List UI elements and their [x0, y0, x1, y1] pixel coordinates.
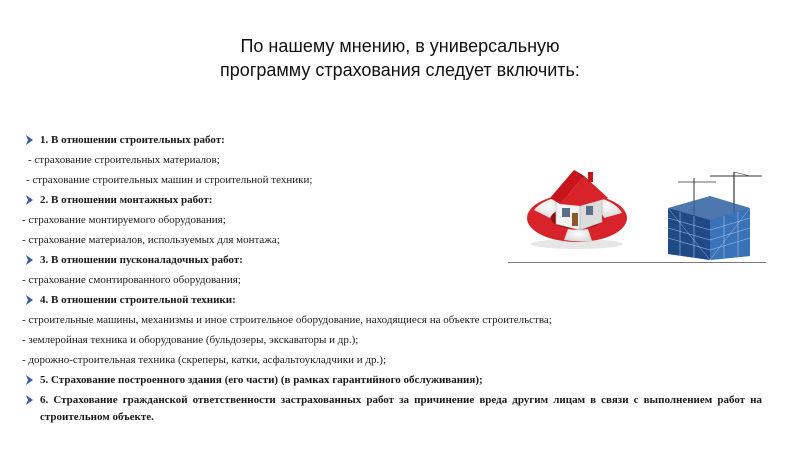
image-divider-line: [508, 262, 766, 263]
list-item-text: - дорожно-строительная техника (скреперы, катки, асфальтоукладчики и др.);: [22, 354, 386, 366]
list-item-text: 4. В отношении строительной техники:: [40, 294, 236, 306]
list-item-text: - землеройная техника и оборудование (бульдозеры, экскаваторы и др.);: [22, 334, 359, 346]
list-item-text: - страхование материалов, используемых для монтажа;: [22, 234, 280, 246]
list-item: [22, 350, 762, 370]
list-item-head: [22, 290, 762, 310]
arrow-bullet-icon: [24, 370, 36, 390]
list-item-text: - строительные машины, механизмы и иное строительное оборудование, находящиеся на объекте строительства;: [22, 314, 552, 326]
list-item-text: - страхование монтируемого оборудования;: [22, 214, 226, 226]
slide-title-line-2: программу страхования следует включить:: [220, 60, 580, 80]
list-item-text: - страхование строительных машин и строительной техники;: [26, 174, 313, 186]
list-item-text: 6. Страхование гражданской ответственности застрахованных работ за причинение вреда другим лицам в связи с выполнением работ на строительном объекте.: [40, 394, 762, 423]
list-item-head: [22, 370, 762, 390]
slide-title: [140, 34, 660, 82]
list-item-text: - страхование смонтированного оборудования;: [22, 274, 241, 286]
arrow-bullet-icon: [24, 390, 36, 410]
arrow-bullet-icon: [24, 130, 36, 150]
list-item: [22, 310, 762, 330]
list-item-head: [22, 390, 762, 426]
slide-title-line-1: По нашему мнению, в универсальную: [240, 36, 560, 56]
list-item: [22, 330, 762, 350]
list-item-head: [22, 130, 762, 150]
list-item-text: 1. В отношении строительных работ:: [40, 134, 225, 146]
arrow-bullet-icon: [24, 290, 36, 310]
building-under-construction-image: [650, 168, 768, 260]
house-on-lifebuoy-image: [522, 158, 632, 250]
arrow-bullet-icon: [24, 190, 36, 210]
list-item-text: - страхование строительных материалов;: [28, 154, 220, 166]
arrow-bullet-icon: [24, 250, 36, 270]
list-item: [22, 270, 762, 290]
list-item: [22, 150, 762, 170]
list-item-text: 5. Страхование построенного здания (его части) (в рамках гарантийного обслуживания);: [40, 374, 483, 386]
list-item-text: 3. В отношении пусконаладочных работ:: [40, 254, 243, 266]
list-item-text: 2. В отношении монтажных работ:: [40, 194, 213, 206]
